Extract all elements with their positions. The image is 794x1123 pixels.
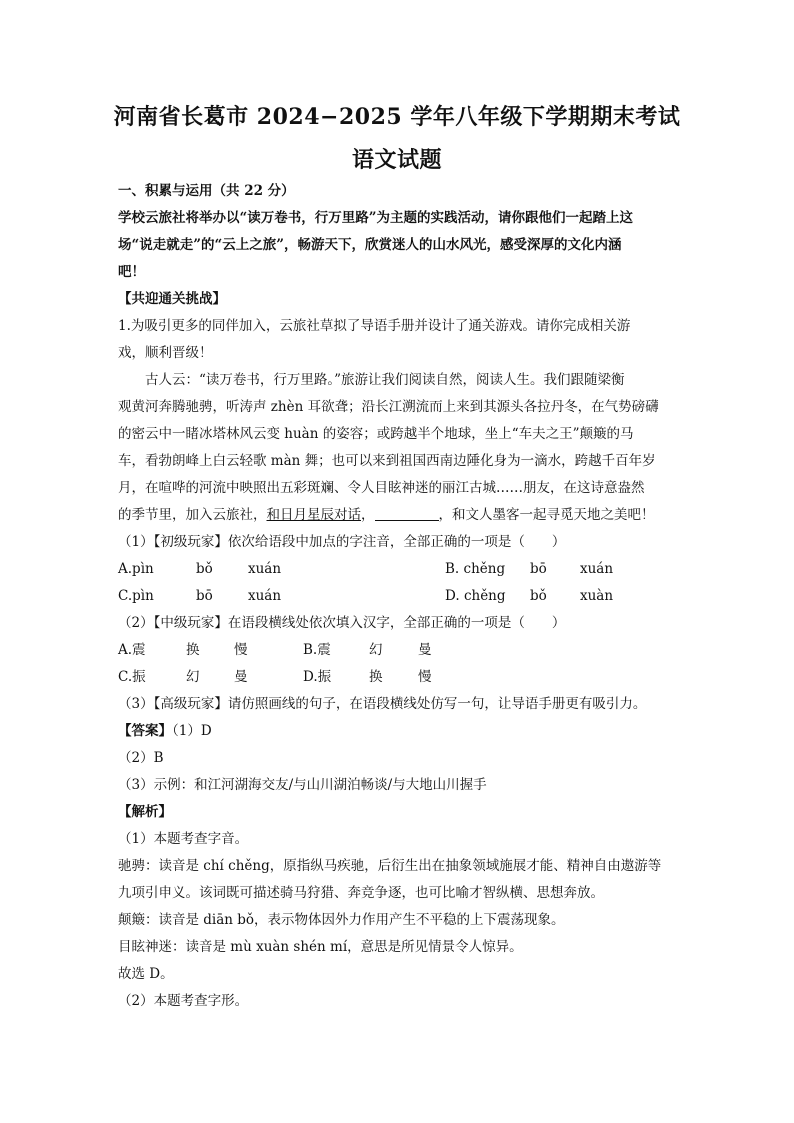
- option-d-pinyin-2: bǒ: [530, 588, 547, 604]
- underlined-sentence: 和日月星辰对话: [266, 507, 361, 523]
- option-letter: B.: [303, 642, 318, 658]
- answer-2: （2）B: [118, 750, 164, 766]
- option-c-pinyin-3: xuán: [248, 588, 282, 604]
- option-d-char-3: 慢: [418, 669, 432, 685]
- section-heading: 一、积累与运用（共 22 分）: [118, 183, 295, 199]
- q1-sub2-stem: （2）【中级玩家】在语段横线处依次填入汉字，全部正确的一项是（ ）: [118, 615, 566, 631]
- q1-stem-line-2: 戏，顺利晋级！: [118, 345, 213, 361]
- passage-comma: ，: [361, 507, 375, 523]
- passage-line-4: 车，看勃朗峰上白云轻歌 màn 舞；也可以来到祖国西南边陲化身为一滴水，跨越千百年岁: [118, 453, 656, 469]
- answer-1: （1）D: [172, 723, 212, 739]
- passage-line-5: 月，在喧哗的河流中映照出五彩斑斓、令人目眩神迷的丽江古城……朋友，在这诗意盎然: [118, 480, 645, 496]
- option-d-char-2: 换: [369, 669, 383, 685]
- option-b-char-3: 曼: [418, 642, 432, 658]
- passage-line-1: 古人云：“读万卷书，行万里路。”旅游让我们阅读自然，阅读人生。我们跟随梁衡: [145, 372, 625, 388]
- option-letter: C.: [118, 669, 133, 685]
- q1-sub3-stem: （3）【高级玩家】请仿照画线的句子，在语段横线处仿写一句，让导语手册更有吸引力。: [118, 696, 647, 712]
- analysis-line-7: （2）本题考查字形。: [118, 993, 249, 1009]
- option-char: 振: [132, 669, 146, 685]
- option-pinyin: chěng: [463, 561, 506, 577]
- fill-blank: [375, 506, 439, 521]
- analysis-line-4: 颠簸：读音是 diān bǒ，表示物体因外力作用产生不平稳的上下震荡现象。: [118, 912, 565, 928]
- option-c[interactable]: [118, 586, 154, 606]
- passage-line-6: [118, 505, 655, 525]
- option-letter: D.: [303, 669, 318, 685]
- q1-sub1-stem: （1）【初级玩家】依次给语段中加点的字注音，全部正确的一项是（ ）: [118, 534, 566, 550]
- answer-label: 【答案】: [118, 723, 172, 739]
- option-a-char-3: 慢: [234, 642, 248, 658]
- exam-subject-title: 语文试题: [351, 147, 442, 173]
- option-letter: D.: [445, 588, 460, 604]
- answer-block: [118, 721, 212, 741]
- option-b[interactable]: [303, 640, 331, 660]
- option-pinyin: pìn: [132, 561, 154, 577]
- q1-stem-line-1: 1.为吸引更多的同伴加入，云旅社草拟了导语手册并设计了通关游戏。请你完成相关游: [118, 318, 631, 334]
- passage-line-2: 观黄河奔腾驰骋，听涛声 zhèn 耳欲聋；沿长江溯流而上来到其源头各拉丹冬，在气势磅礴: [118, 399, 659, 415]
- analysis-line-2: 驰骋：读音是 chí chěng，原指纵马疾驰，后衍生出在抽象领域施展才能、精神自由遨游等: [118, 858, 662, 874]
- passage-line-3: 的密云中一睹冰塔林风云变 huàn 的姿容；或跨越半个地球，坐上“车夫之王”颠簸的马: [118, 426, 634, 442]
- option-a-pinyin-2: bǒ: [196, 561, 213, 577]
- option-d[interactable]: [445, 586, 506, 606]
- option-letter: A.: [118, 642, 133, 658]
- intro-line-3: 吧！: [118, 264, 145, 280]
- analysis-line-1: （1）本题考查字音。: [118, 831, 249, 847]
- option-b-char-2: 幻: [369, 642, 383, 658]
- option-b-pinyin-2: bō: [530, 561, 547, 577]
- exam-title: 河南省长葛市 2024−2025 学年八年级下学期期末考试: [113, 104, 681, 130]
- analysis-line-6: 故选 D。: [118, 966, 174, 982]
- analysis-line-5: 目眩神迷：读音是 mù xuàn shén mí，意思是所见情景令人惊异。: [118, 939, 523, 955]
- option-b[interactable]: [445, 559, 505, 579]
- option-c[interactable]: [118, 667, 146, 687]
- option-char: 震: [317, 642, 331, 658]
- option-char: 震: [132, 642, 146, 658]
- option-c-pinyin-2: bō: [196, 588, 213, 604]
- intro-line-2: 场“说走就走”的“云上之旅”，畅游天下，欣赏迷人的山水风光，感受深厚的文化内涵: [118, 237, 622, 253]
- answer-3: （3）示例：和江河湖海交友/与山川湖泊畅谈/与大地山川握手: [118, 777, 487, 793]
- option-pinyin: chěng: [463, 588, 506, 604]
- passage-text: 的季节里，加入云旅社，: [118, 507, 267, 523]
- intro-line-1: 学校云旅社将举办以“读万卷书，行万里路”为主题的实践活动，请你跟他们一起踏上这: [118, 210, 634, 226]
- option-letter: C.: [118, 588, 133, 604]
- option-c-char-2: 幻: [186, 669, 200, 685]
- option-a[interactable]: [118, 559, 154, 579]
- option-letter: A.: [118, 561, 133, 577]
- option-b-pinyin-3: xuán: [580, 561, 614, 577]
- section-subheading: 【共迎通关挑战】: [118, 291, 226, 307]
- option-a-char-2: 换: [186, 642, 200, 658]
- option-d-pinyin-3: xuàn: [580, 588, 614, 604]
- analysis-line-3: 九项引申义。该词既可描述骑马狩猎、奔竞争逐，也可比喻才智纵横、思想奔放。: [118, 885, 604, 901]
- option-a-pinyin-3: xuán: [248, 561, 282, 577]
- option-c-char-3: 曼: [234, 669, 248, 685]
- option-a[interactable]: [118, 640, 146, 660]
- option-d[interactable]: [303, 667, 331, 687]
- analysis-label: 【解析】: [118, 804, 172, 820]
- option-char: 振: [317, 669, 332, 685]
- option-pinyin: pìn: [132, 588, 154, 604]
- passage-text-end: ，和文人墨客一起寻觅天地之美吧！: [438, 507, 655, 523]
- option-letter: B.: [445, 561, 460, 577]
